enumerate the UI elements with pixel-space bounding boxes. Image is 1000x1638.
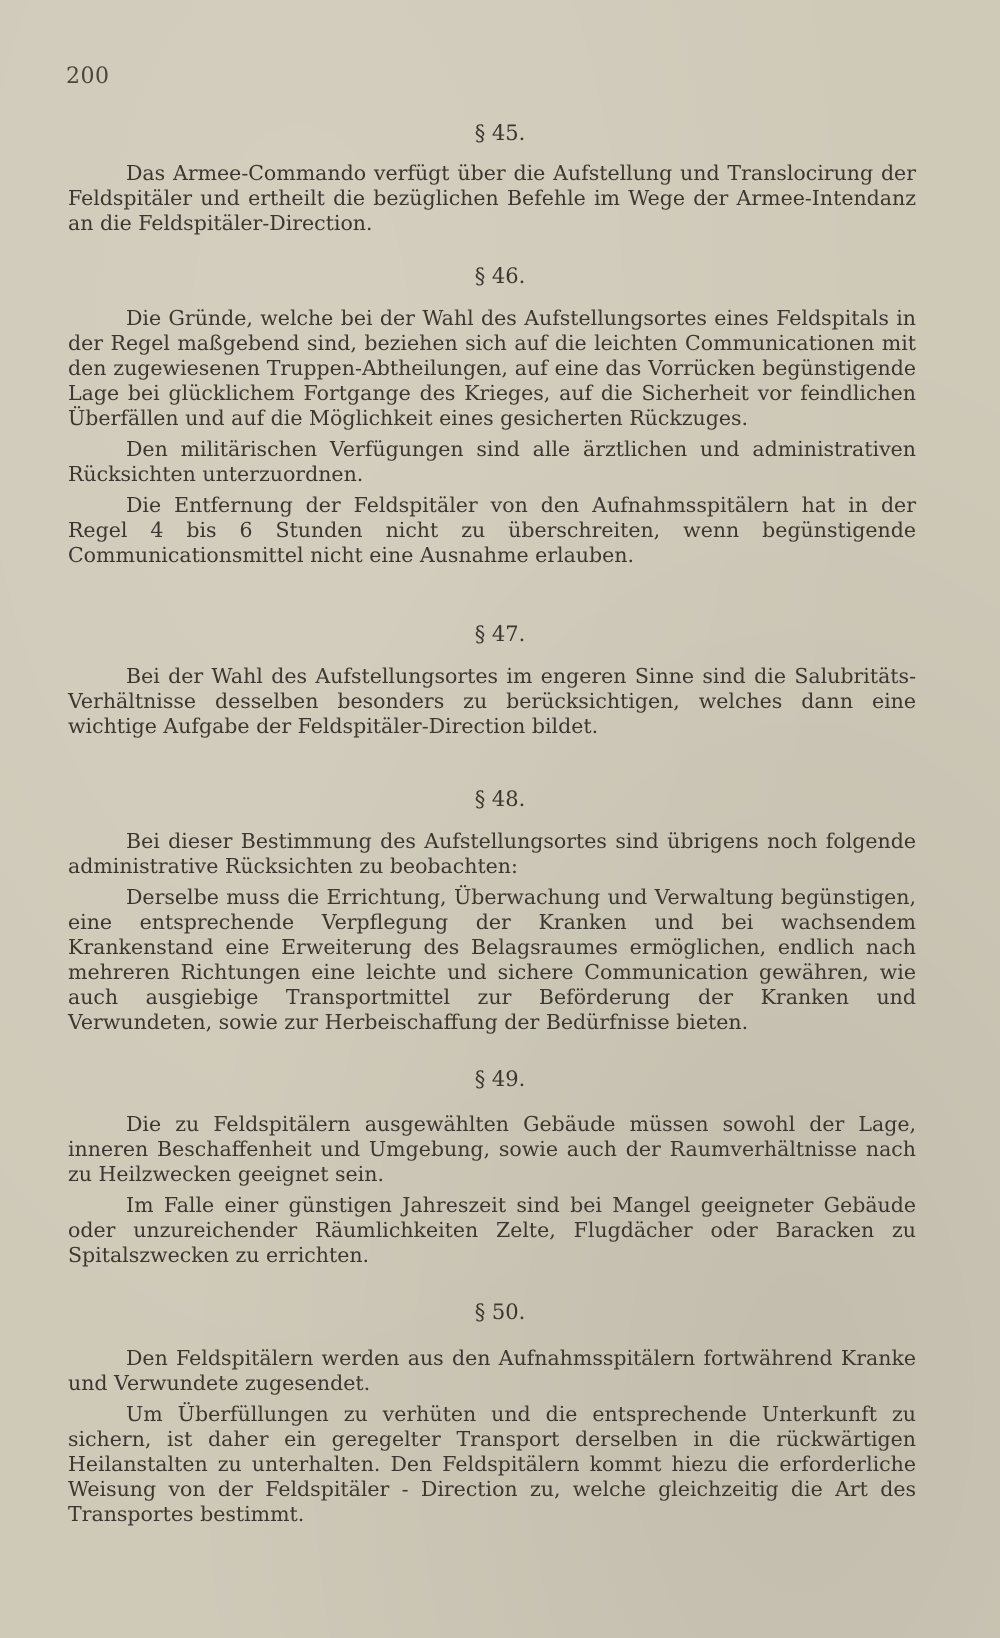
section-heading-46: § 46. <box>474 264 526 288</box>
paragraph: Den militärischen Verfügungen sind alle ärztlichen und administrativen Rücksichten unterzuordnen. <box>68 437 916 486</box>
paragraph: Derselbe muss die Errichtung, Überwachung und Verwaltung begünstigen, eine entsprechende Verpflegung der Kranken und bei wachsendem Krankenstand eine Erweiterung des Belagsraumes ermöglichen, endlich nach mehreren Richtungen eine leichte und sichere Communication gewähren, wie auch ausgiebige Transportmittel zur Beförderung der Kranken und Verwundeten, sowie zur Herbeischaffung der Bedürfnisse bieten. <box>68 885 916 1034</box>
section-body-46 <box>68 306 916 568</box>
section-heading-49: § 49. <box>474 1067 526 1091</box>
paragraph: Die Gründe, welche bei der Wahl des Aufstellungsortes eines Feldspitals in der Regel maßgebend sind, beziehen sich auf die leichten Communicationen mit den zugewiesenen Truppen-Abtheilungen, auf eine das Vorrücken begünstigende Lage bei glücklichem Fortgange des Krieges, auf die Sicherheit vor feindlichen Überfällen und auf die Möglichkeit eines gesicherten Rückzuges. <box>68 306 916 430</box>
paragraph: Im Falle einer günstigen Jahreszeit sind bei Mangel geeigneter Gebäude oder unzureichender Räumlichkeiten Zelte, Flugdächer oder Baracken zu Spitalszwecken zu errichten. <box>68 1193 916 1267</box>
section-heading-48: § 48. <box>474 787 526 811</box>
paragraph: Die zu Feldspitälern ausgewählten Gebäude müssen sowohl der Lage, inneren Beschaffenheit und Umgebung, sowie auch der Raumverhältnisse nach zu Heilzwecken geeignet sein. <box>68 1112 916 1186</box>
paragraph: Bei dieser Bestimmung des Aufstellungsortes sind übrigens noch folgende administrative Rücksichten zu beobachten: <box>68 829 916 878</box>
page-number: 200 <box>66 64 110 89</box>
paragraph: Um Überfüllungen zu verhüten und die entsprechende Unterkunft zu sichern, ist daher ein geregelter Transport derselben in die rückwärtigen Heilanstalten zu unterhalten. Den Feldspitälern kommt hiezu die erforderliche Weisung von der Feldspitäler - Direction zu, welche gleichzeitig die Art des Transportes bestimmt. <box>68 1402 916 1526</box>
section-body-49 <box>68 1112 916 1268</box>
section-heading-47: § 47. <box>474 622 526 646</box>
section-body-48 <box>68 829 916 1035</box>
section-body-45 <box>68 161 916 236</box>
paragraph: Das Armee-Commando verfügt über die Aufstellung und Translocirung der Feldspitäler und ertheilt die bezüglichen Befehle im Wege der Armee-Intendanz an die Feldspitäler-Direction. <box>68 161 916 235</box>
section-body-47 <box>68 664 916 739</box>
paragraph: Die Entfernung der Feldspitäler von den Aufnahmsspitälern hat in der Regel 4 bis 6 Stunden nicht zu überschreiten, wenn begünstigende Communicationsmittel nicht eine Ausnahme erlauben. <box>68 493 916 567</box>
section-heading-45: § 45. <box>474 121 526 145</box>
section-body-50 <box>68 1346 916 1527</box>
paragraph: Den Feldspitälern werden aus den Aufnahmsspitälern fortwährend Kranke und Verwundete zugesendet. <box>68 1346 916 1395</box>
paragraph: Bei der Wahl des Aufstellungsortes im engeren Sinne sind die Salubritäts-Verhältnisse desselben besonders zu berücksichtigen, welches dann eine wichtige Aufgabe der Feldspitäler-Direction bildet. <box>68 664 916 738</box>
section-heading-50: § 50. <box>474 1300 526 1324</box>
